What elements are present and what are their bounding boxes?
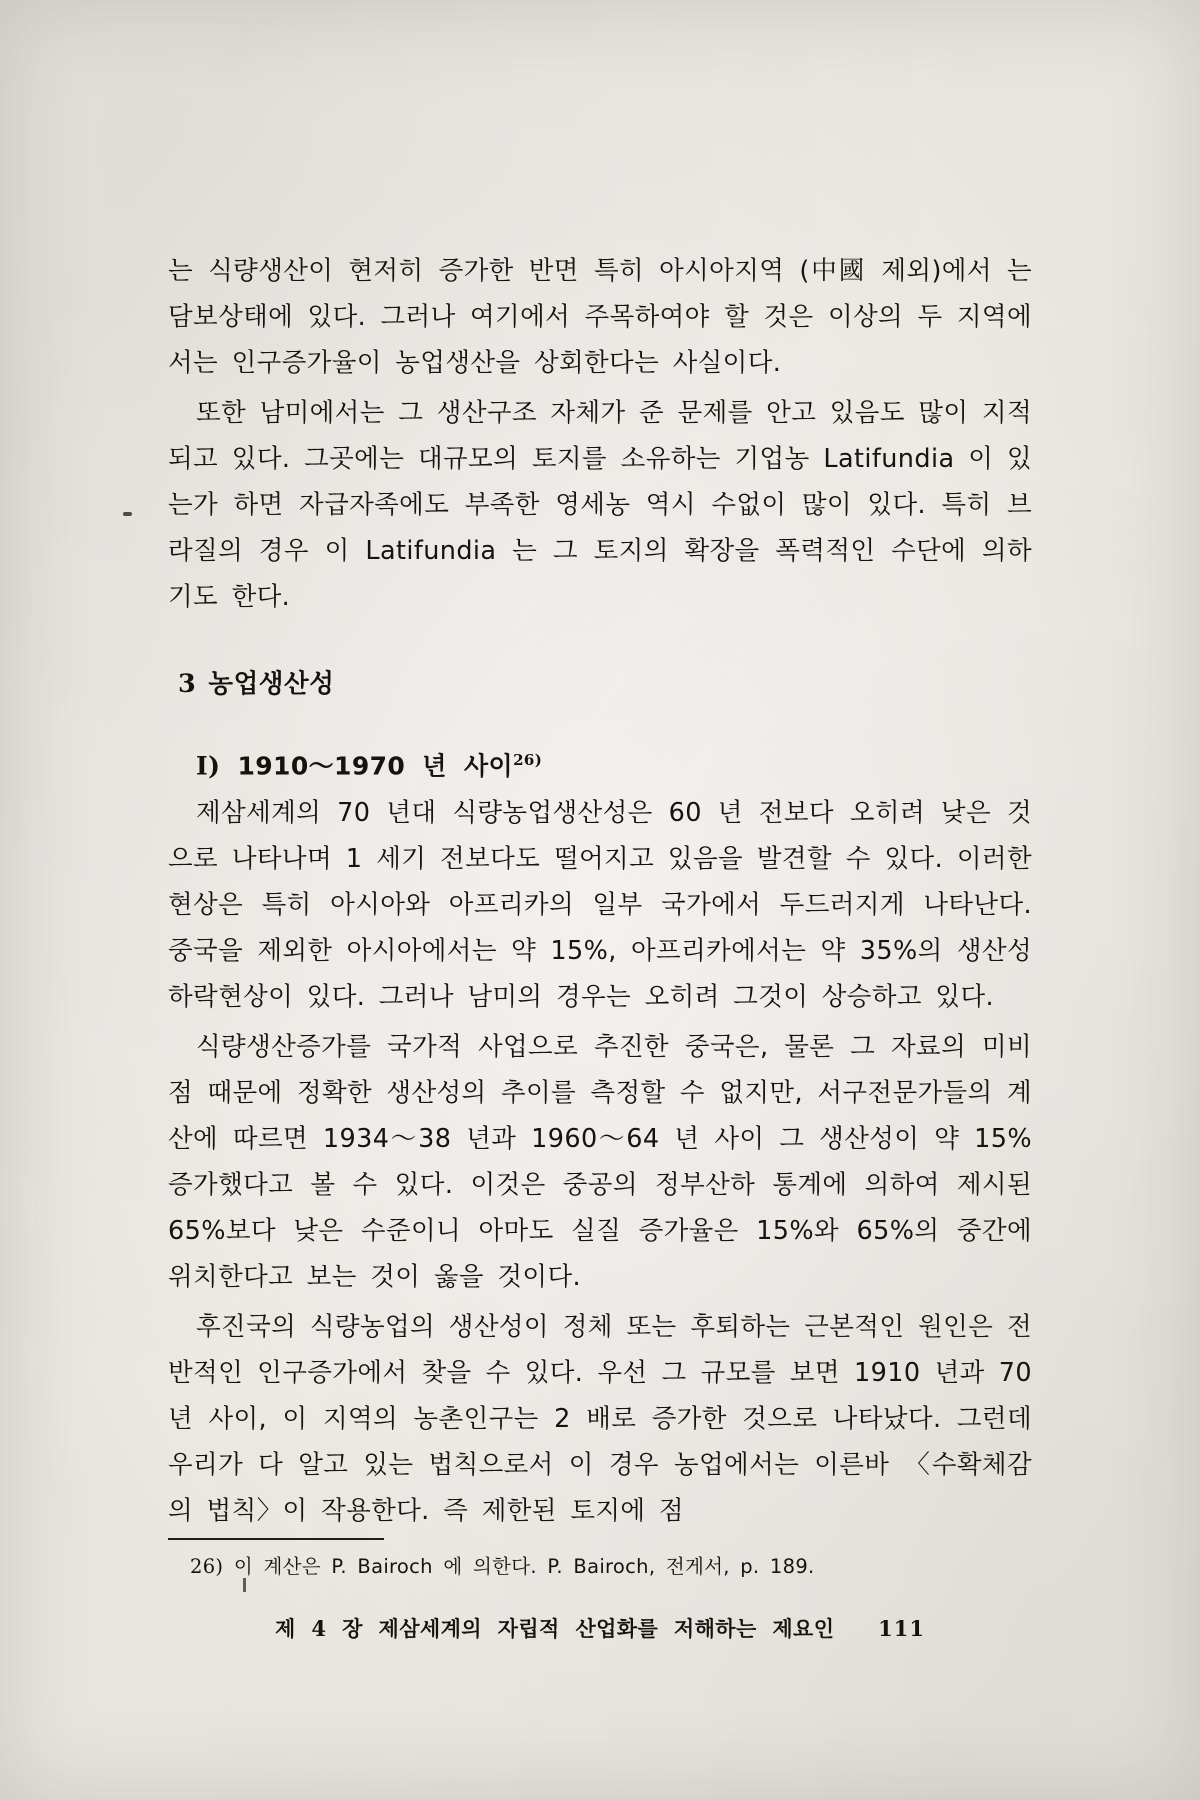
subsection-heading	[196, 738, 1032, 788]
footnote-text: 이 계산은 P. Bairoch 에 의한다. P. Bairoch, 전게서, p. 189.	[233, 1555, 815, 1578]
section-heading-title: 농업생산성	[208, 669, 335, 699]
footnote	[190, 1552, 1010, 1582]
page-number: 111	[878, 1616, 925, 1641]
page-text-column	[168, 248, 1032, 1538]
scan-artifact-margin-mark	[123, 512, 132, 516]
subsection-paragraph-1: 제삼세계의 70 년대 식량농업생산성은 60 년 전보다 오히려 낮은 것으로 나타나며 1 세기 전보다도 떨어지고 있음을 발견할 수 있다. 이러한 현상은 특히 아시아와 아프리카의 일부 국가에서 두드러지게 나타난다. 중국을 제외한 아시아에서는 약 15%, 아프리카에서는 약 35%의 생산성 하락현상이 있다. 그러나 남미의 경우는 오히려 그것이 상승하고 있다.	[168, 798, 1032, 1013]
subsection-paragraph-3: 후진국의 식량농업의 생산성이 정체 또는 후퇴하는 근본적인 원인은 전반적인 인구증가에서 찾을 수 있다. 우선 그 규모를 보면 1910 년과 70 년 사이, 이 지역의 농촌인구는 2 배로 증가한 것으로 나타났다. 그런데 우리가 다 알고 있는 법칙으로서 이 경우 농업에서는 이른바 〈수확체감의 법칙〉이 작용한다. 즉 제한된 토지에 점	[168, 1312, 1032, 1527]
section-heading-number: 3	[178, 669, 197, 699]
paragraph-2: 또한 남미에서는 그 생산구조 자체가 준 문제를 안고 있음도 많이 지적되고 있다. 그곳에는 대규모의 토지를 소유하는 기업농 Latifundia 이 있는가 하면 자급자족에도 부족한 영세농 역시 수없이 많이 있다. 특히 브라질의 경우 이 Latifundia 는 그 토지의 확장을 폭력적인 수단에 의하기도 한다.	[168, 398, 1032, 612]
footnote-marker: 26)	[513, 751, 543, 769]
subsection-paragraph-2: 식량생산증가를 국가적 사업으로 추진한 중국은, 물론 그 자료의 미비점 때문에 정확한 생산성의 추이를 측정할 수 없지만, 서구전문가들의 계산에 따르면 1934〜38 년과 1960〜64 년 사이 그 생산성이 약 15% 증가했다고 볼 수 있다. 이것은 중공의 정부산하 통계에 의하여 제시된 65%보다 낮은 수준이니 아마도 실질 증가율은 15%와 65%의 중간에 위치한다고 보는 것이 옳을 것이다.	[168, 1032, 1032, 1293]
section-heading	[178, 664, 1032, 704]
page-footer	[168, 1612, 1032, 1646]
footnote-separator-rule	[168, 1538, 384, 1540]
footer-chapter: 제 4 장	[275, 1616, 363, 1641]
footer-title: 제삼세계의 자립적 산업화를 저해하는 제요인	[378, 1617, 835, 1641]
paragraph-1: 는 식량생산이 현저히 증가한 반면 특히 아시아지역 (中國 제외)에서 는 담보상태에 있다. 그러나 여기에서 주목하여야 할 것은 이상의 두 지역에서는 인구증가율이 농업생산을 상회한다는 사실이다.	[168, 256, 1032, 378]
subsection-heading-number: I)	[196, 751, 221, 781]
subsection-heading-title: 1910〜1970 년 사이	[237, 751, 514, 781]
footnote-number: 26)	[190, 1555, 224, 1578]
